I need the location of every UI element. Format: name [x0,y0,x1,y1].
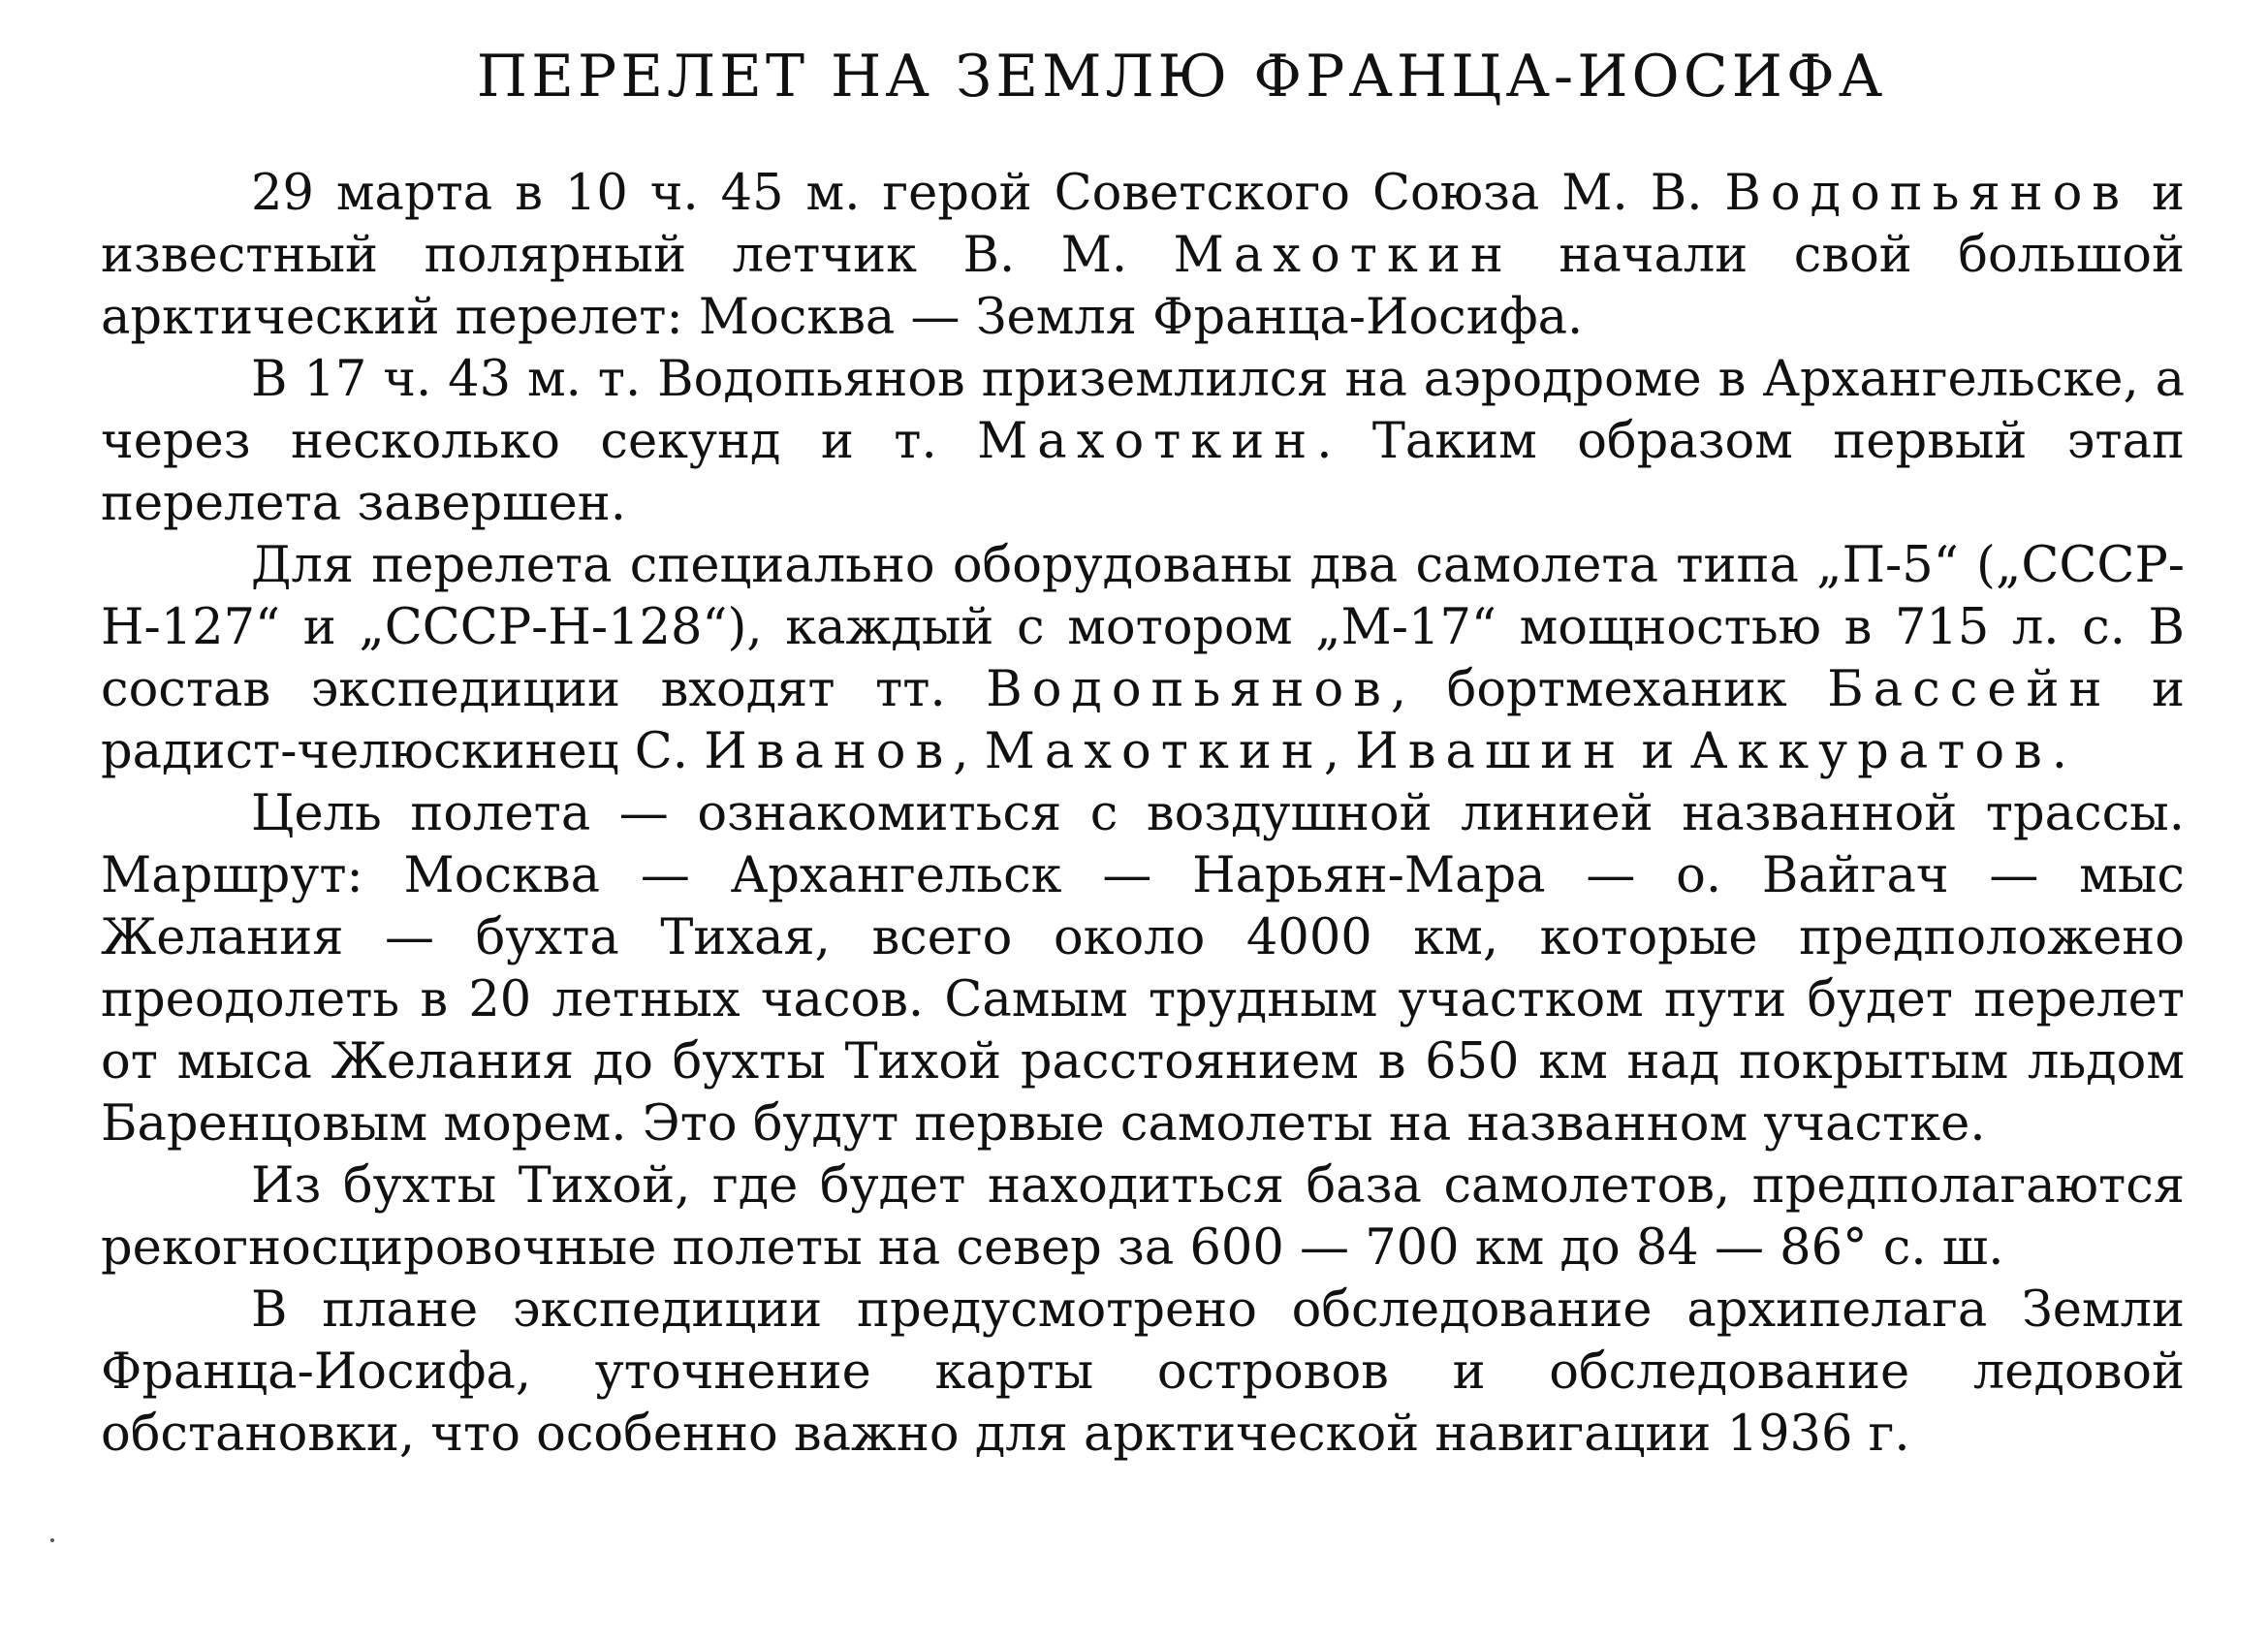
spaced-name: Аккуратов [1689,723,2052,780]
page-title: ПЕРЕЛЕТ НА ЗЕМЛЮ ФРАНЦА-ИОСИФА [476,43,1887,111]
paragraph [101,535,2185,783]
text-run: и радист-челюскинец С. [101,661,2186,780]
paragraph [101,1155,2185,1280]
text-run: , [1323,723,1356,780]
spaced-name: Водопьянов [1724,165,2130,222]
text-run: В плане экспедиции предусмотрено обследование архипелага Земли Франца-Иосифа, уточнение карты островов и обследование ледовой обстановки, что особенно важно для арктической навигации 1936 г. [101,1281,2185,1463]
text-run: и [1625,723,1690,780]
text-run: Для перелета специально оборудованы два самолета типа „П-5“ („СССР-Н-127“ и „СССР-Н-128“), каждый с мотором „М-17“ мощностью в 715 л. с. В состав экспедиции входят тт. [101,537,2185,718]
text-run: . [2051,723,2067,780]
text-run: В 17 ч. 43 м. т. Водопьянов приземлился на аэродроме в Архангельске, а через несколько секунд и т. [101,351,2185,470]
article-body [101,163,2185,1466]
paragraph [101,349,2185,535]
document-page [101,39,2185,1466]
text-run: 29 марта в 10 ч. 45 м. герой Советского Союза М. В. [251,165,1725,222]
text-run: и известный полярный летчик В. М. [101,165,2185,284]
spaced-name: Водопьянов [986,661,1391,718]
spaced-name: Махоткин [984,723,1324,780]
scan-speck [50,1538,54,1542]
text-run: , бортмеханик [1390,661,1828,718]
paragraph [101,163,2185,349]
paragraph [101,783,2185,1155]
spaced-name: Иванов [704,723,954,780]
text-run: . Таким образом первый этап перелета завершен. [101,413,2185,532]
text-run: , [953,723,985,780]
spaced-name: Махоткин [1173,227,1513,284]
spaced-name: Ивашин [1355,723,1626,780]
text-run: Из бухты Тихой, где будет находиться база самолетов, предполагаются рекогносцировочные полеты на север за 600 — 700 км до 84 — 86° с. ш. [101,1157,2185,1277]
text-run: Цель полета — ознакомиться с воздушной линией названной трассы. Маршрут: Москва — Архангельск — Нарьян-Мара — о. Вайгач — мыс Желания — бухта Тихая, всего около 4000 км, которые предположено преодолеть в 20 летных часов. Самым трудным участком пути будет перелет от мыса Желания до бухты Тихой расстоянием в 650 км над покрытым льдом Баренцовым морем. Это будут первые самолеты на названном участке. [101,785,2185,1153]
spaced-name: Махоткин [977,413,1317,470]
spaced-name: Бассейн [1827,661,2112,718]
paragraph [101,1280,2185,1466]
text-run: начали свой большой арктический перелет: Москва — Земля Франца-Иосифа. [101,227,2185,346]
